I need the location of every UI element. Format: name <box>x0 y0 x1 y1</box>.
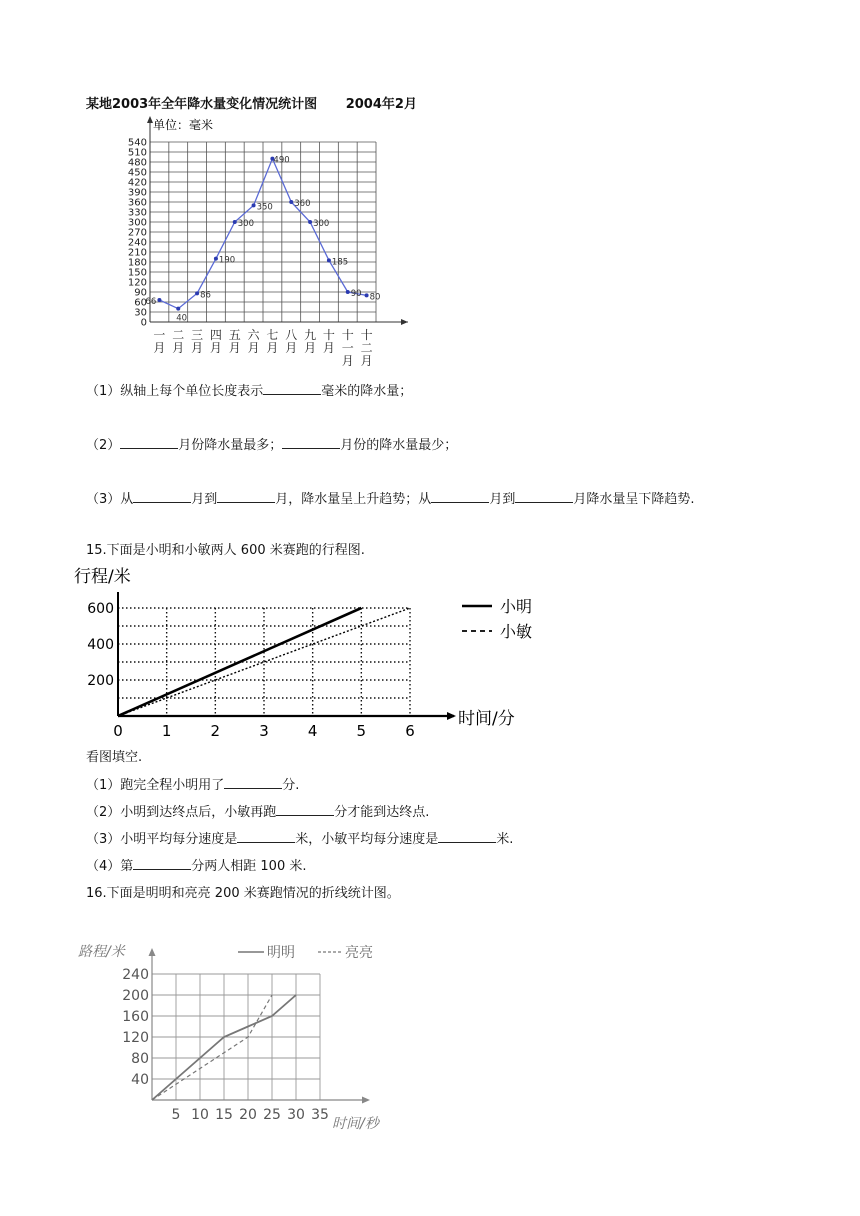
x-tick-label: 10 <box>191 1107 209 1123</box>
p15-q2-b: 分才能到达终点. <box>334 805 430 820</box>
legend-label: 亮亮 <box>345 945 373 961</box>
q3-text-d: 月到 <box>489 492 516 507</box>
y-tick-label: 180 <box>127 257 147 269</box>
y-tick-label: 160 <box>122 1009 149 1025</box>
p15-q3-c: 米. <box>496 832 514 847</box>
data-point <box>346 290 350 294</box>
x-tick-label: 6 <box>405 722 415 740</box>
y-tick-label: 60 <box>134 297 147 309</box>
answer-blank[interactable] <box>217 490 275 503</box>
answer-blank[interactable] <box>263 382 321 395</box>
x-tick-label: 5 <box>356 722 367 740</box>
rainfall-unit-label: 单位：毫米 <box>153 118 214 132</box>
y-tick-label: 240 <box>122 967 149 983</box>
x-tick-label: 0 <box>113 722 123 740</box>
data-point <box>214 257 218 261</box>
race-xlabel: 时间/分 <box>458 709 515 729</box>
data-label: 80 <box>369 292 381 303</box>
rainfall-question-1 <box>86 382 412 401</box>
q3-text-a: （3）从 <box>86 492 134 507</box>
x-axis-arrow <box>362 1097 370 1104</box>
y-tick-label: 600 <box>87 601 114 617</box>
x-tick-label: 5 <box>171 1107 181 1123</box>
y-axis-arrow <box>149 948 156 956</box>
legend-label: 小敏 <box>500 622 533 641</box>
x-tick-label: 30 <box>287 1107 305 1123</box>
y-tick-label: 120 <box>127 277 147 289</box>
y-tick-label: 90 <box>134 287 147 299</box>
rainfall-chart-date: 2004年2月 <box>345 97 417 112</box>
y-tick-label: 150 <box>127 267 147 279</box>
p15-q1-a: （1）跑完全程小明用了 <box>86 778 225 793</box>
race-200m-chart <box>70 930 400 1135</box>
y-tick-label: 510 <box>127 147 147 159</box>
y-tick-label: 540 <box>127 137 147 149</box>
answer-blank[interactable] <box>438 830 496 843</box>
q2-text-b: 月份降水量最多； <box>178 438 283 453</box>
q2-text-c: 月份的降水量最少； <box>340 438 458 453</box>
x-tick-label: 七月 <box>266 328 279 355</box>
data-point <box>176 307 180 311</box>
answer-blank[interactable] <box>120 436 178 449</box>
answer-blank[interactable] <box>282 436 340 449</box>
x-tick-label: 十一月 <box>341 328 354 368</box>
answer-blank[interactable] <box>224 776 282 789</box>
data-point <box>157 298 161 302</box>
x-tick-label: 十二月 <box>360 328 373 368</box>
answer-blank[interactable] <box>431 490 489 503</box>
y-tick-label: 480 <box>127 157 147 169</box>
x-tick-label: 八月 <box>285 328 298 355</box>
y-tick-label: 200 <box>122 988 149 1004</box>
y-tick-label: 450 <box>127 167 147 179</box>
x-tick-label: 35 <box>311 1107 329 1123</box>
race200-ylabel: 路程/米 <box>78 944 125 960</box>
data-label: 300 <box>313 219 330 229</box>
y-tick-label: 210 <box>127 247 147 259</box>
x-tick-label: 五月 <box>228 328 241 355</box>
y-tick-label: 270 <box>127 227 147 239</box>
y-tick-label: 200 <box>87 673 114 689</box>
answer-blank[interactable] <box>237 830 295 843</box>
data-point <box>308 220 312 224</box>
x-tick-label: 一月 <box>153 328 166 355</box>
y-tick-label: 240 <box>127 237 147 249</box>
x-tick-label: 四月 <box>209 328 222 355</box>
x-tick-label: 三月 <box>191 328 204 355</box>
p15-q3-b: 米，小敏平均每分速度是 <box>295 832 439 847</box>
data-label: 86 <box>200 290 211 301</box>
y-tick-label: 40 <box>131 1072 149 1088</box>
data-point <box>252 203 256 207</box>
p15-q4-b: 分两人相距 100 米. <box>191 859 307 874</box>
p15-q3-a: （3）小明平均每分速度是 <box>86 832 238 847</box>
y-tick-label: 80 <box>131 1051 149 1067</box>
rainfall-question-2 <box>86 436 457 455</box>
answer-blank[interactable] <box>515 490 573 503</box>
y-tick-label: 360 <box>127 197 147 209</box>
data-point <box>365 293 369 297</box>
rainfall-line-chart <box>0 110 430 370</box>
x-tick-label: 4 <box>307 722 318 740</box>
x-tick-label: 1 <box>161 722 172 740</box>
y-tick-label: 400 <box>87 637 114 653</box>
x-tick-label: 二月 <box>172 328 185 355</box>
data-point <box>327 258 331 262</box>
p15-q1-b: 分. <box>282 778 300 793</box>
data-label: 360 <box>294 199 311 209</box>
p15-q4-a: （4）第 <box>86 859 134 874</box>
race-ylabel: 行程/米 <box>74 567 131 587</box>
problem-15-question-3 <box>86 830 513 849</box>
data-label: 185 <box>331 257 349 268</box>
p15-q2-a: （2）小明到达终点后，小敏再跑 <box>86 805 277 820</box>
x-tick-label: 九月 <box>304 328 317 355</box>
problem-15-heading: 15.下面是小明和小敏两人 600 米赛跑的行程图. <box>86 543 365 558</box>
answer-blank[interactable] <box>276 803 334 816</box>
x-axis-arrow <box>401 319 408 325</box>
rainfall-question-3 <box>86 490 694 509</box>
problem-15-intro: 看图填空. <box>86 750 143 765</box>
legend-label: 明明 <box>267 945 295 961</box>
data-label: 490 <box>273 155 290 166</box>
problem-15-question-1 <box>86 776 299 795</box>
q1-text-b: 毫米的降水量； <box>321 384 413 399</box>
x-tick-label: 六月 <box>247 328 260 355</box>
x-tick-label: 25 <box>263 1107 281 1123</box>
y-tick-label: 300 <box>127 217 147 229</box>
data-label: 300 <box>237 219 254 229</box>
answer-blank[interactable] <box>133 857 191 870</box>
x-tick-label: 15 <box>215 1107 233 1123</box>
q3-text-b: 月到 <box>191 492 218 507</box>
data-label: 350 <box>256 202 273 213</box>
y-tick-label: 0 <box>140 317 147 329</box>
problem-15-question-4 <box>86 857 307 876</box>
problem-16-heading: 16.下面是明明和亮亮 200 米赛跑情况的折线统计图。 <box>86 886 400 901</box>
race200-xlabel: 时间/秒 <box>332 1116 379 1132</box>
y-tick-label: 120 <box>122 1030 149 1046</box>
x-tick-label: 2 <box>210 722 221 740</box>
data-label: 66 <box>145 297 157 307</box>
x-tick-label: 3 <box>259 722 269 740</box>
y-tick-label: 390 <box>127 187 147 199</box>
y-tick-label: 420 <box>127 177 147 189</box>
q2-text-a: （2） <box>86 438 121 453</box>
x-tick-label: 20 <box>239 1107 257 1123</box>
q1-text-a: （1）纵轴上每个单位长度表示 <box>86 384 264 399</box>
answer-blank[interactable] <box>133 490 191 503</box>
data-point <box>289 200 293 204</box>
x-axis-arrow <box>447 712 456 720</box>
data-label: 90 <box>350 289 362 299</box>
problem-15-question-2 <box>86 803 429 822</box>
race-distance-chart <box>70 562 540 748</box>
q3-text-c: 月，降水量呈上升趋势；从 <box>275 492 432 507</box>
data-point <box>195 291 199 295</box>
data-label: 190 <box>218 255 236 266</box>
y-tick-label: 330 <box>127 207 147 219</box>
rainfall-chart-title-text: 某地2003年全年降水量变化情况统计图 <box>86 97 318 112</box>
legend-label: 小明 <box>500 597 533 616</box>
data-point <box>233 220 237 224</box>
y-tick-label: 30 <box>134 307 147 319</box>
x-tick-label: 十月 <box>322 328 335 355</box>
data-label: 40 <box>176 313 188 324</box>
q3-text-e: 月降水量呈下降趋势. <box>573 492 695 507</box>
